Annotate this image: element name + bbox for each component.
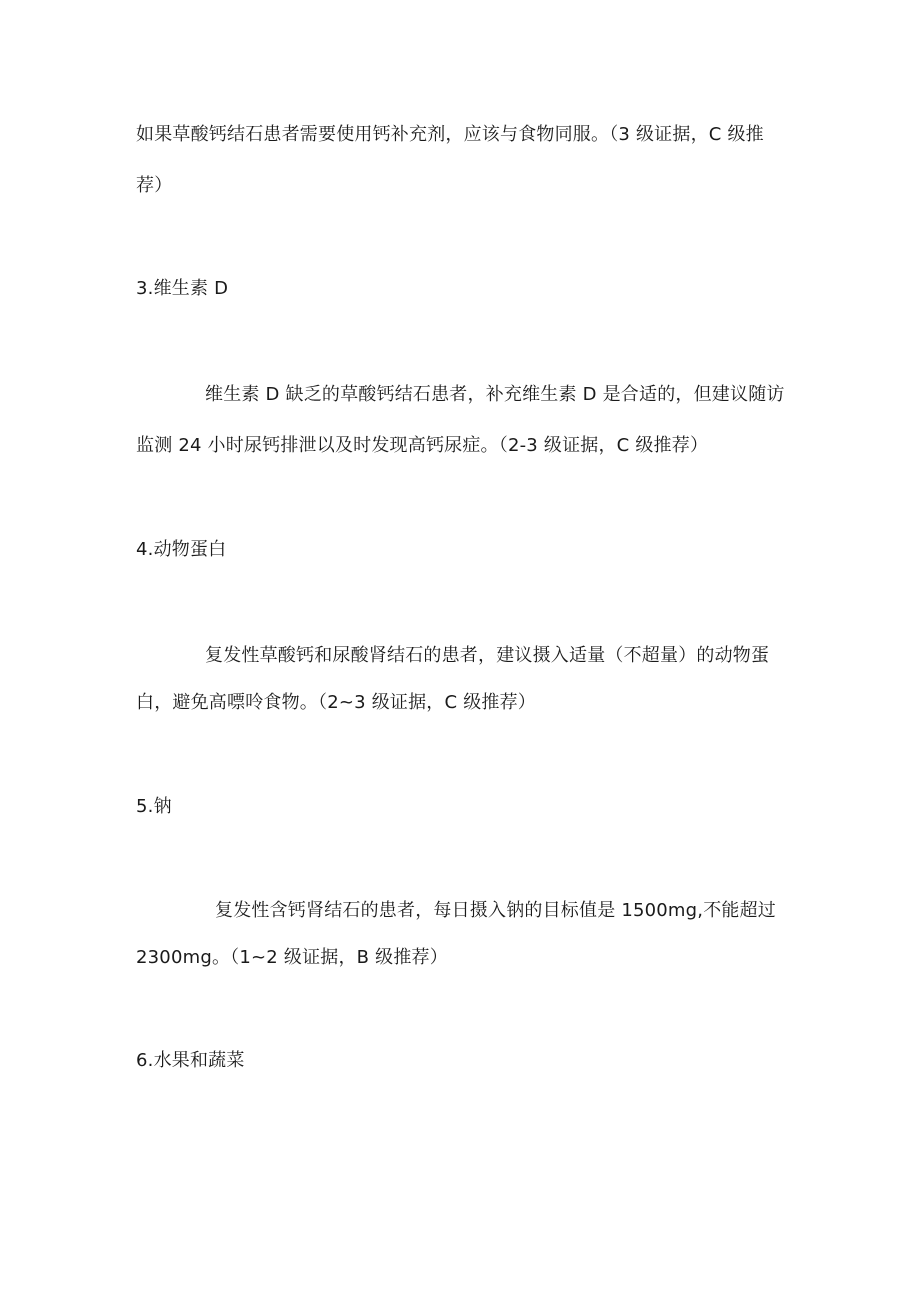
paragraph-vitamin-d-line-1: 维生素 D 缺乏的草酸钙结石患者，补充维生素 D 是合适的，但建议随访: [205, 384, 785, 405]
paragraph-sodium-line-1: 复发性含钙肾结石的患者，每日摄入钠的目标值是 1500mg,不能超过: [215, 900, 777, 921]
heading-fruits-vegetables: 6.水果和蔬菜: [136, 1050, 245, 1071]
paragraph-sodium-line-2: 2300mg。（1~2 级证据，B 级推荐）: [136, 947, 448, 968]
paragraph-animal-protein-line-2: 白，避免高嘌呤食物。（2~3 级证据，C 级推荐）: [136, 692, 536, 713]
paragraph-animal-protein-line-1: 复发性草酸钙和尿酸肾结石的患者，建议摄入适量（不超量）的动物蛋: [205, 645, 770, 666]
heading-vitamin-d: 3.维生素 D: [136, 278, 229, 299]
paragraph-calcium-line-2: 荐）: [136, 175, 173, 196]
paragraph-vitamin-d-line-2: 监测 24 小时尿钙排泄以及时发现高钙尿症。（2-3 级证据，C 级推荐）: [136, 435, 709, 456]
heading-sodium: 5.钠: [136, 796, 172, 817]
heading-animal-protein: 4.动物蛋白: [136, 539, 227, 560]
paragraph-calcium-line-1: 如果草酸钙结石患者需要使用钙补充剂，应该与食物同服。（3 级证据，C 级推: [136, 124, 764, 145]
